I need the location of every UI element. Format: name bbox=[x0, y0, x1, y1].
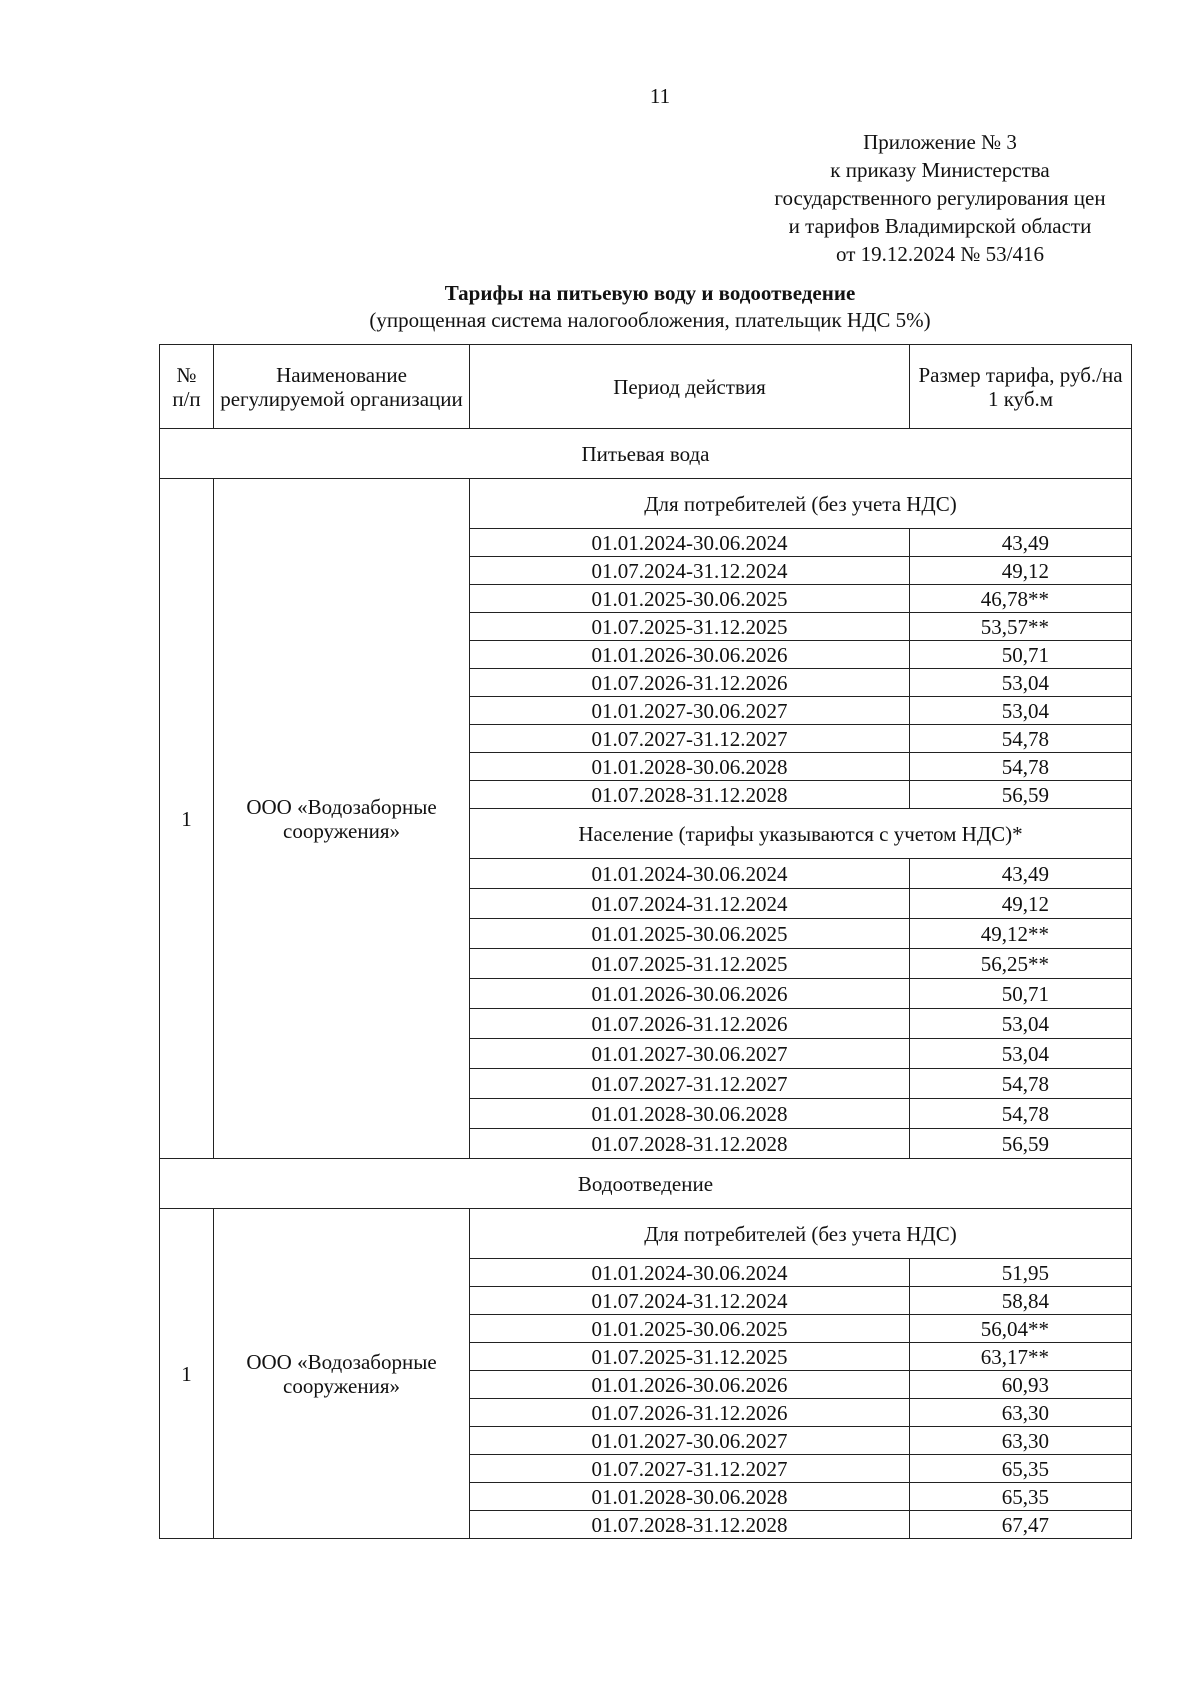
rate-cell: 67,47 bbox=[910, 1511, 1132, 1539]
section-title: Питьевая вода bbox=[160, 429, 1132, 479]
rate-cell: 54,78 bbox=[910, 753, 1132, 781]
rate-cell: 50,71 bbox=[910, 979, 1132, 1009]
period-cell: 01.01.2024-30.06.2024 bbox=[470, 1259, 910, 1287]
document-title bbox=[150, 280, 1150, 334]
period-cell: 01.01.2027-30.06.2027 bbox=[470, 1039, 910, 1069]
header-org: Наименование регулируемой организации bbox=[214, 345, 470, 429]
period-cell: 01.07.2026-31.12.2026 bbox=[470, 669, 910, 697]
rate-cell: 63,17** bbox=[910, 1343, 1132, 1371]
section-header-row bbox=[160, 1159, 1132, 1209]
organization-name: ООО «Водозаборные сооружения» bbox=[214, 479, 470, 1159]
group-label-row bbox=[160, 1209, 1132, 1259]
rate-cell: 43,49 bbox=[910, 859, 1132, 889]
appendix-line: Приложение № 3 bbox=[863, 130, 1017, 154]
period-cell: 01.01.2025-30.06.2025 bbox=[470, 1315, 910, 1343]
rate-cell: 65,35 bbox=[910, 1483, 1132, 1511]
rate-cell: 50,71 bbox=[910, 641, 1132, 669]
rate-cell: 56,25** bbox=[910, 949, 1132, 979]
period-cell: 01.01.2028-30.06.2028 bbox=[470, 1099, 910, 1129]
period-cell: 01.01.2027-30.06.2027 bbox=[470, 1427, 910, 1455]
period-cell: 01.01.2024-30.06.2024 bbox=[470, 529, 910, 557]
rate-cell: 54,78 bbox=[910, 1099, 1132, 1129]
period-cell: 01.01.2025-30.06.2025 bbox=[470, 585, 910, 613]
period-cell: 01.07.2027-31.12.2027 bbox=[470, 1069, 910, 1099]
section-header-row bbox=[160, 429, 1132, 479]
row-number: 1 bbox=[160, 1209, 214, 1539]
period-cell: 01.07.2025-31.12.2025 bbox=[470, 1343, 910, 1371]
period-cell: 01.07.2028-31.12.2028 bbox=[470, 1129, 910, 1159]
period-cell: 01.07.2024-31.12.2024 bbox=[470, 889, 910, 919]
header-num: № п/п bbox=[160, 345, 214, 429]
period-cell: 01.01.2027-30.06.2027 bbox=[470, 697, 910, 725]
period-cell: 01.01.2028-30.06.2028 bbox=[470, 1483, 910, 1511]
rate-cell: 49,12** bbox=[910, 919, 1132, 949]
period-cell: 01.07.2024-31.12.2024 bbox=[470, 1287, 910, 1315]
period-cell: 01.01.2026-30.06.2026 bbox=[470, 1371, 910, 1399]
rate-cell: 54,78 bbox=[910, 725, 1132, 753]
rate-cell: 53,04 bbox=[910, 669, 1132, 697]
appendix-line: государственного регулирования цен bbox=[774, 186, 1106, 210]
period-cell: 01.07.2027-31.12.2027 bbox=[470, 1455, 910, 1483]
rate-cell: 46,78** bbox=[910, 585, 1132, 613]
period-cell: 01.07.2028-31.12.2028 bbox=[470, 1511, 910, 1539]
rate-cell: 63,30 bbox=[910, 1399, 1132, 1427]
period-cell: 01.01.2028-30.06.2028 bbox=[470, 753, 910, 781]
rate-cell: 56,59 bbox=[910, 781, 1132, 809]
rate-cell: 53,04 bbox=[910, 697, 1132, 725]
rate-cell: 56,04** bbox=[910, 1315, 1132, 1343]
appendix-line: к приказу Министерства bbox=[830, 158, 1050, 182]
period-cell: 01.07.2024-31.12.2024 bbox=[470, 557, 910, 585]
period-cell: 01.07.2025-31.12.2025 bbox=[470, 949, 910, 979]
rate-cell: 53,04 bbox=[910, 1039, 1132, 1069]
period-cell: 01.07.2025-31.12.2025 bbox=[470, 613, 910, 641]
organization-name: ООО «Водозаборные сооружения» bbox=[214, 1209, 470, 1539]
rate-cell: 51,95 bbox=[910, 1259, 1132, 1287]
period-cell: 01.01.2024-30.06.2024 bbox=[470, 859, 910, 889]
tariff-table-body bbox=[160, 345, 1132, 1539]
rate-cell: 54,78 bbox=[910, 1069, 1132, 1099]
period-cell: 01.01.2026-30.06.2026 bbox=[470, 641, 910, 669]
rate-cell: 43,49 bbox=[910, 529, 1132, 557]
period-cell: 01.01.2026-30.06.2026 bbox=[470, 979, 910, 1009]
rate-cell: 53,57** bbox=[910, 613, 1132, 641]
rate-cell: 49,12 bbox=[910, 557, 1132, 585]
group-label: Для потребителей (без учета НДС) bbox=[470, 1209, 1132, 1259]
page-number: 11 bbox=[649, 84, 671, 108]
group-label: Население (тарифы указываются с учетом НДС)* bbox=[470, 809, 1132, 859]
appendix-block bbox=[740, 128, 1140, 268]
row-number: 1 bbox=[160, 479, 214, 1159]
appendix-line: и тарифов Владимирской области bbox=[788, 214, 1092, 238]
rate-cell: 56,59 bbox=[910, 1129, 1132, 1159]
group-label-row bbox=[160, 479, 1132, 529]
rate-cell: 60,93 bbox=[910, 1371, 1132, 1399]
appendix-line: от 19.12.2024 № 53/416 bbox=[835, 242, 1045, 266]
tariff-table bbox=[159, 344, 1132, 1539]
table-header-row bbox=[160, 345, 1132, 429]
rate-cell: 53,04 bbox=[910, 1009, 1132, 1039]
header-period: Период действия bbox=[470, 345, 910, 429]
rate-cell: 49,12 bbox=[910, 889, 1132, 919]
period-cell: 01.07.2026-31.12.2026 bbox=[470, 1399, 910, 1427]
group-label: Для потребителей (без учета НДС) bbox=[470, 479, 1132, 529]
period-cell: 01.07.2026-31.12.2026 bbox=[470, 1009, 910, 1039]
title-main: Тарифы на питьевую воду и водоотведение bbox=[444, 281, 856, 305]
rate-cell: 58,84 bbox=[910, 1287, 1132, 1315]
period-cell: 01.07.2028-31.12.2028 bbox=[470, 781, 910, 809]
period-cell: 01.07.2027-31.12.2027 bbox=[470, 725, 910, 753]
section-title: Водоотведение bbox=[160, 1159, 1132, 1209]
title-sub: (упрощенная система налогообложения, плательщик НДС 5%) bbox=[369, 308, 931, 332]
period-cell: 01.01.2025-30.06.2025 bbox=[470, 919, 910, 949]
header-rate: Размер тарифа, руб./на 1 куб.м bbox=[910, 345, 1132, 429]
rate-cell: 65,35 bbox=[910, 1455, 1132, 1483]
rate-cell: 63,30 bbox=[910, 1427, 1132, 1455]
